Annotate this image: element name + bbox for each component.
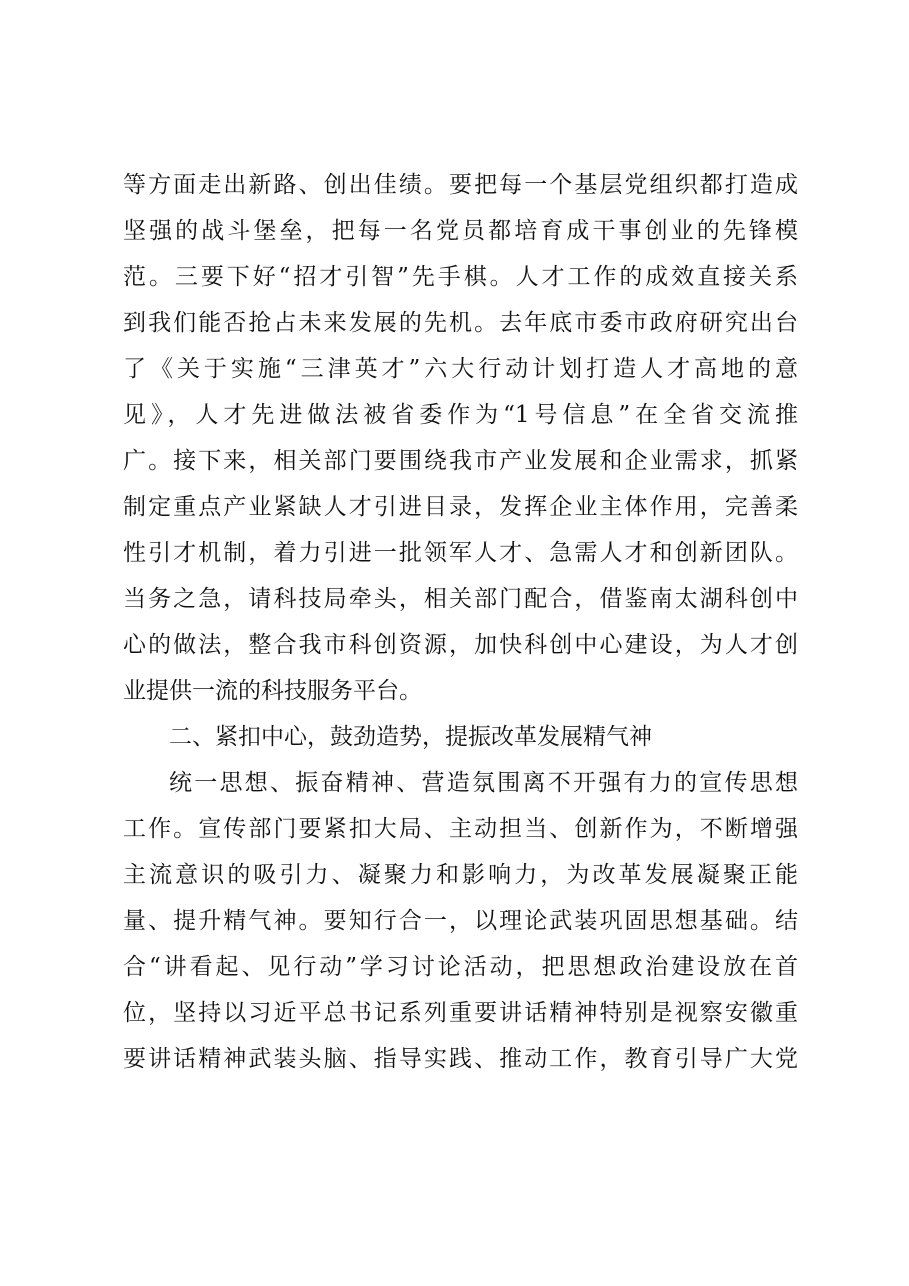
paragraph-line: 当务之急，请科技局牵头，相关部门配合，借鉴南太湖科创中 [123, 586, 798, 612]
paragraph-last-line: 业提供一流的科技服务平台。 [123, 678, 422, 704]
document-body [123, 162, 798, 1082]
paragraph-line: 广。接下来，相关部门要围绕我市产业发展和企业需求，抓紧 [123, 448, 798, 474]
paragraph-line: 到我们能否抢占未来发展的先机。去年底市委市政府研究出台 [123, 310, 798, 336]
paragraph-line: 合“讲看起、见行动”学习讨论活动，把思想政治建设放在首 [123, 954, 798, 980]
paragraph-line: 等方面走出新路、创出佳绩。要把每一个基层党组织都打造成 [123, 172, 798, 198]
paragraph-line: 坚强的战斗堡垒，把每一名党员都培育成干事创业的先锋模 [123, 218, 798, 244]
paragraph-line: 范。三要下好“招才引智”先手棋。人才工作的成效直接关系 [123, 264, 798, 290]
paragraph-line: 工作。宣传部门要紧扣大局、主动担当、创新作为，不断增强 [123, 816, 798, 842]
paragraph-line: 心的做法，整合我市科创资源，加快科创中心建设，为人才创 [123, 632, 798, 658]
paragraph-line: 要讲话精神武装头脑、指导实践、推动工作，教育引导广大党 [123, 1046, 798, 1072]
paragraph-line: 主流意识的吸引力、凝聚力和影响力，为改革发展凝聚正能 [123, 862, 798, 888]
paragraph-line: 性引才机制，着力引进一批领军人才、急需人才和创新团队。 [123, 540, 798, 566]
paragraph-line: 量、提升精气神。要知行合一，以理论武装巩固思想基础。结 [123, 908, 798, 934]
section-heading: 二、紧扣中心，鼓劲造势，提振改革发展精气神 [169, 724, 652, 750]
paragraph-line: 了《关于实施“三津英才”六大行动计划打造人才高地的意 [123, 356, 798, 382]
paragraph-line: 制定重点产业紧缺人才引进目录，发挥企业主体作用，完善柔 [123, 494, 798, 520]
paragraph-line: 位，坚持以习近平总书记系列重要讲话精神特别是视察安徽重 [123, 1000, 798, 1026]
paragraph-line: 见》，人才先进做法被省委作为“1号信息”在全省交流推 [123, 402, 798, 428]
paragraph-first-line: 统一思想、振奋精神、营造氛围离不开强有力的宣传思想 [169, 770, 798, 796]
